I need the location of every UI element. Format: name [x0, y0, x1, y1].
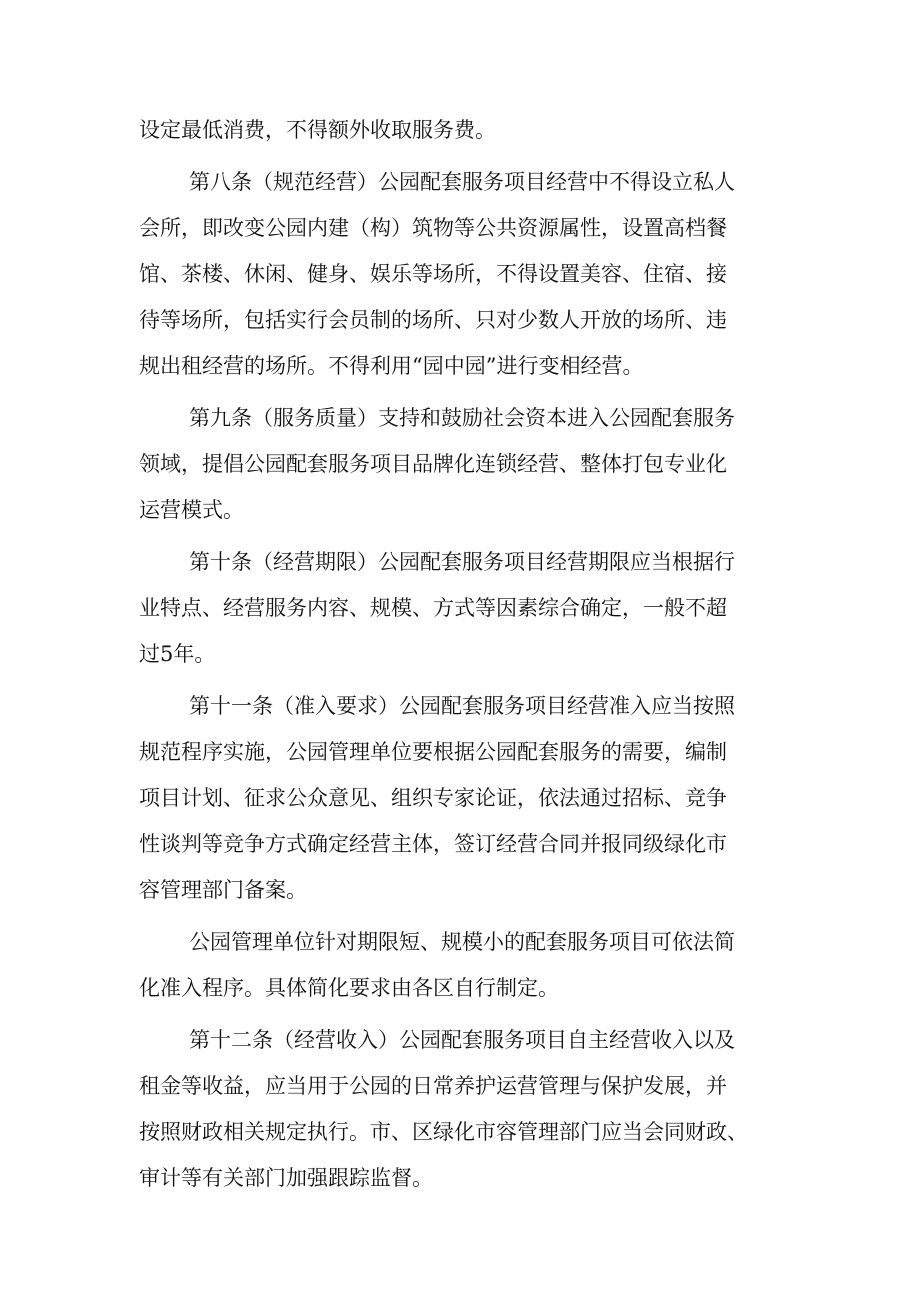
- text-line: [0, 683, 920, 729]
- text-line: [0, 1017, 920, 1063]
- text-line-content: 第九条（服务质量）支持和鼓励社会资本进入公园配套服务: [189, 406, 735, 430]
- text-line-content: 化准入程序。具体简化要求由各区自行制定。: [139, 976, 559, 1000]
- text-line-content: 第十条（经营期限）公园配套服务项目经营期限应当根据行: [189, 550, 735, 574]
- text-line-content: 公园管理单位针对期限短、规模小的配套服务项目可依法简: [189, 930, 735, 954]
- text-line-content: 性谈判等竞争方式确定经营主体，签订经营合同并报同级绿化市: [139, 832, 727, 856]
- text-line-content: 运营模式。: [139, 498, 244, 522]
- text-line: [0, 867, 920, 913]
- text-line: [0, 965, 920, 1011]
- text-line: [0, 487, 920, 533]
- text-line: [0, 631, 920, 677]
- text-line-content: 馆、茶楼、休闲、健身、娱乐等场所，不得设置美容、住宿、接: [139, 262, 727, 286]
- text-line-content: 租金等收益，应当用于公园的日常养护运营管理与保护发展，并: [139, 1074, 727, 1098]
- text-line: [0, 205, 920, 251]
- text-line-content: 第十二条（经营收入）公园配套服务项目自主经营收入以及: [189, 1028, 735, 1052]
- text-line-content: 会所，即改变公园内建（构）筑物等公共资源属性，设置高档餐: [139, 216, 727, 240]
- text-line-content: 过5年。: [139, 642, 216, 666]
- text-line-content: 设定最低消费，不得额外收取服务费。: [139, 118, 496, 142]
- text-line-content: 领域，提倡公园配套服务项目品牌化连锁经营、整体打包专业化: [139, 452, 727, 476]
- text-line: [0, 919, 920, 965]
- text-line-content: 按照财政相关规定执行。市、区绿化市容管理部门应当会同财政、: [139, 1120, 748, 1144]
- text-line: [0, 585, 920, 631]
- text-line: [0, 297, 920, 343]
- text-line: [0, 107, 920, 153]
- text-line-content: 规出租经营的场所。不得利用“园中园”进行变相经营。: [139, 354, 644, 378]
- text-line-content: 业特点、经营服务内容、规模、方式等因素综合确定，一般不超: [139, 596, 727, 620]
- text-line-content: 规范程序实施，公园管理单位要根据公园配套服务的需要，编制: [139, 740, 727, 764]
- text-line-content: 第八条（规范经营）公园配套服务项目经营中不得设立私人: [189, 170, 735, 194]
- text-line: [0, 395, 920, 441]
- text-line-content: 项目计划、征求公众意见、组织专家论证，依法通过招标、竞争: [139, 786, 727, 810]
- text-line: [0, 1063, 920, 1109]
- text-line: [0, 821, 920, 867]
- text-line: [0, 729, 920, 775]
- text-line: [0, 1109, 920, 1155]
- text-line: [0, 159, 920, 205]
- text-line: [0, 1155, 920, 1201]
- text-line-content: 容管理部门备案。: [139, 878, 307, 902]
- text-line: [0, 539, 920, 585]
- text-line: [0, 441, 920, 487]
- text-line: [0, 343, 920, 389]
- text-line-content: 待等场所，包括实行会员制的场所、只对少数人开放的场所、违: [139, 308, 727, 332]
- text-line: [0, 251, 920, 297]
- text-line: [0, 775, 920, 821]
- text-line-content: 审计等有关部门加强跟踪监督。: [139, 1166, 433, 1190]
- text-line-content: 第十一条（准入要求）公园配套服务项目经营准入应当按照: [189, 694, 735, 718]
